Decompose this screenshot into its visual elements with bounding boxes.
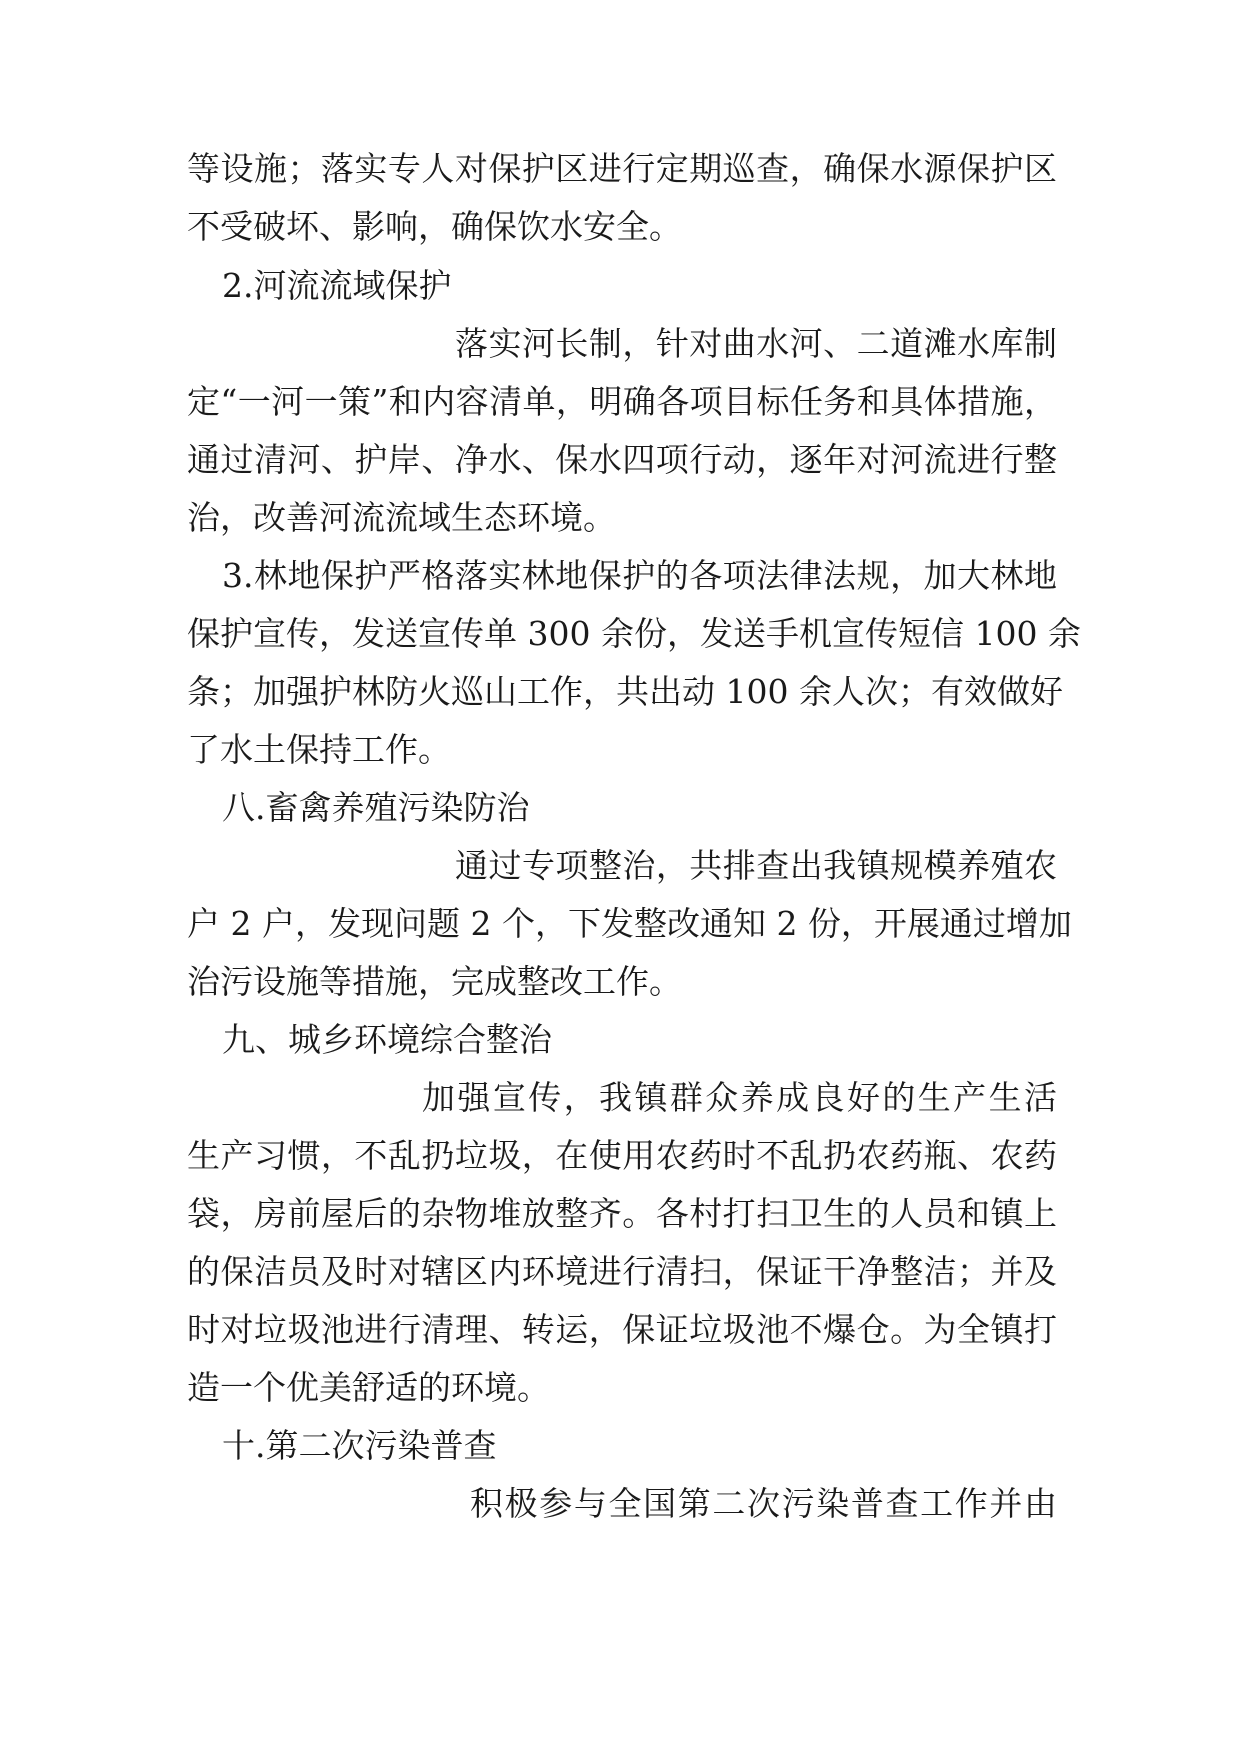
text-line: 了水土保持工作。 (187, 730, 451, 769)
section-heading: 八.畜禽养殖污染防治 (222, 788, 530, 827)
text-line: 治污设施等措施，完成整改工作。 (187, 962, 682, 1001)
text-line: 等设施；落实专人对保护区进行定期巡查，确保水源保护区 (187, 149, 1057, 188)
text-line: 造一个优美舒适的环境。 (187, 1368, 550, 1407)
text-line: 通过清河、护岸、净水、保水四项行动，逐年对河流进行整 (187, 440, 1057, 479)
text-line: 不受破坏、影响，确保饮水安全。 (187, 207, 682, 246)
text-line: 条；加强护林防火巡山工作，共出动 100 余人次；有效做好 (187, 672, 1063, 711)
section-heading: 九、城乡环境综合整治 (222, 1020, 552, 1059)
text-line: 治，改善河流流域生态环境。 (187, 498, 616, 537)
text-line: 袋，房前屋后的杂物堆放整齐。各村打扫卫生的人员和镇上 (187, 1194, 1057, 1233)
text-line: 积极参与全国第二次污染普查工作并由 (470, 1484, 1057, 1523)
section-heading: 十.第二次污染普查 (222, 1426, 497, 1465)
text-line: 的保洁员及时对辖区内环境进行清扫，保证干净整洁；并及 (187, 1252, 1057, 1291)
text-line: 3.林地保护严格落实林地保护的各项法律法规，加大林地 (222, 556, 1057, 595)
text-line: 定“一河一策”和内容清单，明确各项目标任务和具体措施， (187, 382, 1057, 421)
text-line: 生产习惯，不乱扔垃圾，在使用农药时不乱扔农药瓶、农药 (187, 1136, 1057, 1175)
text-line: 保护宣传，发送宣传单 300 余份，发送手机宣传短信 100 余 (187, 614, 1081, 653)
section-heading: 2.河流流域保护 (222, 266, 452, 305)
text-line: 加强宣传，我镇群众养成良好的生产生活 (422, 1078, 1057, 1117)
text-line: 落实河长制，针对曲水河、二道滩水库制 (455, 324, 1057, 363)
text-line: 户 2 户，发现问题 2 个，下发整改通知 2 份，开展通过增加 (187, 904, 1072, 943)
text-line: 通过专项整治，共排查出我镇规模养殖农 (455, 846, 1057, 885)
text-line: 时对垃圾池进行清理、转运，保证垃圾池不爆仓。为全镇打 (187, 1310, 1057, 1349)
